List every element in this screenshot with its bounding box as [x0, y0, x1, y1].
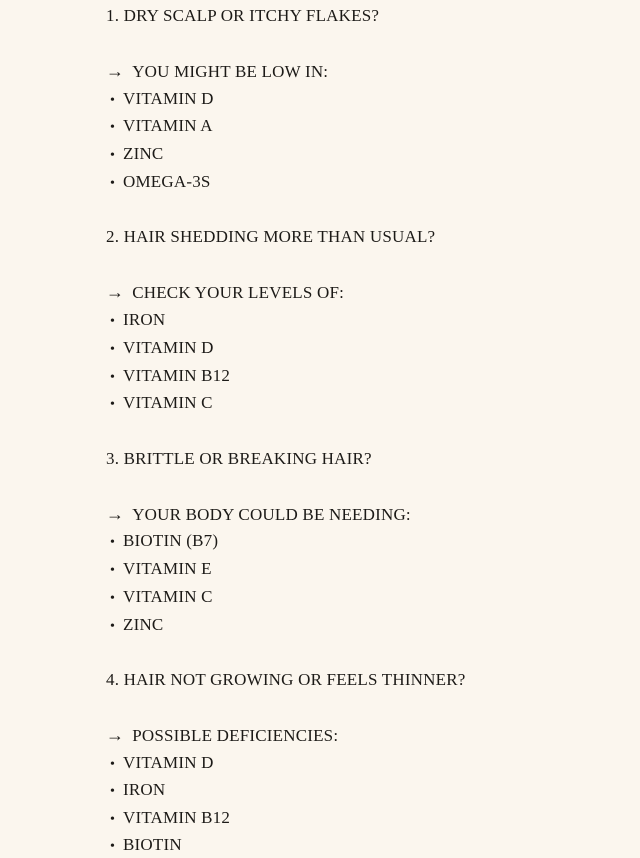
bullet-icon: • — [110, 591, 116, 606]
list-item-label: VITAMIN B12 — [123, 808, 231, 827]
list-item-label: ZINC — [123, 144, 164, 163]
bullet-icon: • — [110, 342, 116, 357]
list-item — [110, 586, 213, 610]
bullet-icon: • — [110, 812, 116, 827]
bullet-icon: • — [110, 619, 116, 634]
list-item — [110, 88, 214, 112]
section-2-intro-text: CHECK YOUR LEVELS OF: — [132, 283, 345, 302]
list-item-label: OMEGA-3S — [123, 172, 211, 191]
section-3-question: 3. BRITTLE OR BREAKING HAIR? — [106, 449, 372, 468]
list-item-label: VITAMIN C — [123, 393, 213, 412]
list-item-label: VITAMIN E — [123, 559, 212, 578]
section-1-intro — [106, 60, 328, 83]
bullet-icon: • — [110, 397, 116, 412]
bullet-icon: • — [110, 93, 116, 108]
list-item-label: VITAMIN A — [123, 116, 213, 135]
section-4-intro — [106, 724, 338, 747]
bullet-icon: • — [110, 563, 116, 578]
arrow-right-icon: → — [106, 61, 125, 81]
bullet-icon: • — [110, 120, 116, 135]
bullet-icon: • — [110, 176, 116, 191]
list-item — [110, 807, 230, 831]
list-item-label: VITAMIN D — [123, 89, 214, 108]
list-item — [110, 392, 213, 416]
list-item — [110, 365, 230, 389]
bullet-icon: • — [110, 535, 116, 550]
section-2-question: 2. HAIR SHEDDING MORE THAN USUAL? — [106, 227, 436, 246]
list-item-label: IRON — [123, 310, 166, 329]
bullet-icon: • — [110, 314, 116, 329]
section-1-intro-text: YOU MIGHT BE LOW IN: — [132, 62, 329, 81]
bullet-icon: • — [110, 370, 116, 385]
list-item — [110, 614, 163, 638]
section-4-question: 4. HAIR NOT GROWING OR FEELS THINNER? — [106, 670, 466, 689]
list-item — [110, 752, 214, 776]
arrow-right-icon: → — [106, 504, 125, 524]
arrow-right-icon: → — [106, 282, 125, 302]
arrow-right-icon: → — [106, 725, 125, 745]
bullet-icon: • — [110, 148, 116, 163]
list-item-label: BIOTIN — [123, 835, 182, 854]
bullet-icon: • — [110, 839, 116, 854]
list-item-label: VITAMIN D — [123, 338, 214, 357]
list-item-label: VITAMIN C — [123, 587, 213, 606]
list-item-label: ZINC — [123, 615, 164, 634]
list-item — [110, 337, 214, 361]
list-item — [110, 779, 165, 803]
list-item-label: VITAMIN B12 — [123, 366, 231, 385]
section-2-intro — [106, 281, 344, 304]
list-item-label: VITAMIN D — [123, 753, 214, 772]
section-3-intro-text: YOUR BODY COULD BE NEEDING: — [132, 505, 411, 524]
bullet-icon: • — [110, 757, 116, 772]
list-item-label: BIOTIN (B7) — [123, 531, 219, 550]
list-item — [110, 530, 218, 554]
list-item — [110, 309, 165, 333]
section-4-intro-text: POSSIBLE DEFICIENCIES: — [132, 726, 339, 745]
list-item — [110, 171, 211, 195]
bullet-icon: • — [110, 784, 116, 799]
list-item — [110, 115, 213, 139]
list-item — [110, 558, 212, 582]
list-item — [110, 834, 182, 858]
section-3-intro — [106, 503, 411, 526]
section-1-question: 1. DRY SCALP OR ITCHY FLAKES? — [106, 6, 380, 25]
list-item — [110, 143, 163, 167]
list-item-label: IRON — [123, 780, 166, 799]
